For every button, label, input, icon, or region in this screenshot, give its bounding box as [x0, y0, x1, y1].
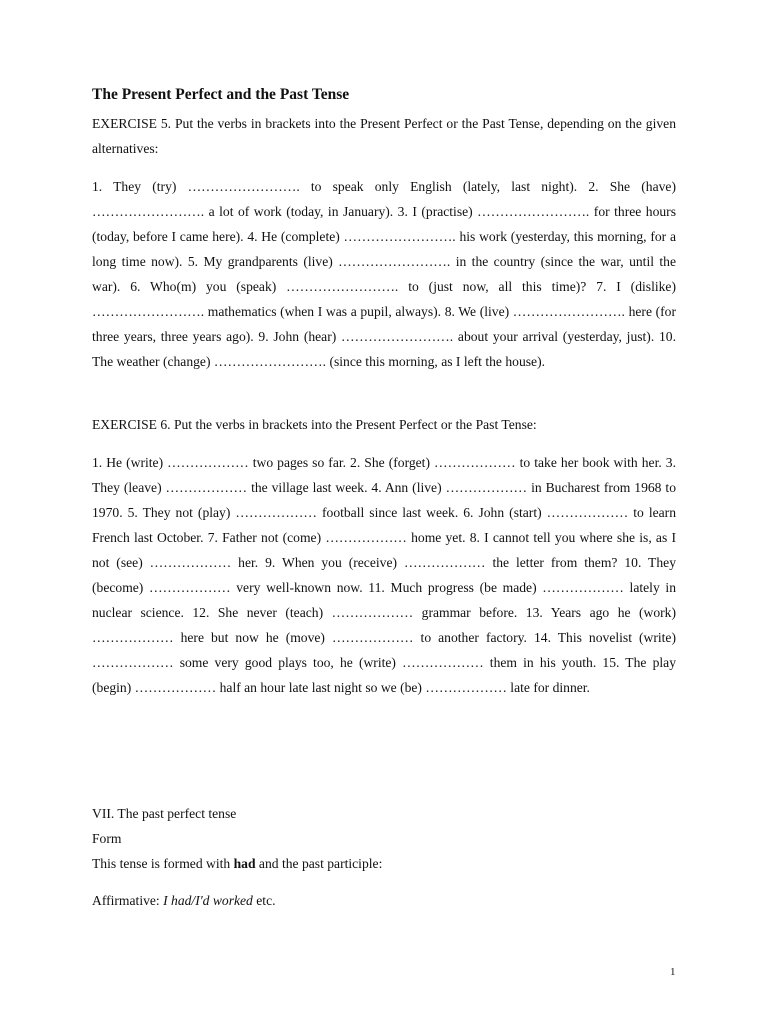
affirmative-suffix: etc.	[252, 893, 276, 908]
affirmative-label: Affirmative:	[92, 893, 164, 908]
section-heading: VII. The past perfect tense	[92, 806, 237, 821]
document-title: The Present Perfect and the Past Tense	[92, 86, 350, 103]
affirmative-example	[92, 888, 276, 913]
exercise-6-body: 1. He (write) ……………… two pages so far. 2. She (forget) ……………… to take her book with her. 3. They (leave) ……………… the village last week. 4. Ann (live) ……………… in Bucharest from 1968 to 1970. 5. They not (play) ……………… football since last week. 6. John (start) ……………… to learn French last October. 7. Father not (come) ……………… home yet. 8. I cannot tell you where she is, as I not (see) ……………… her. 9. When you (receive) ……………… the letter from them? 10. They (become) ……………… very well-known now. 11. Much progress (be made) ……………… lately in nuclear science. 12. She never (teach) ……………… grammar before. 13. Years ago he (work) ……………… here but now he (move) ……………… to another factory. 14. This novelist (write) ……………… some very good plays too, he (write) ……………… them in his youth. 15. The play (begin) ……………… half an hour late last night so we (be) ……………… late for dinner.	[92, 455, 676, 695]
form-description	[92, 851, 382, 876]
form-desc-bold: had	[233, 856, 256, 871]
form-desc-prefix: This tense is formed with	[92, 856, 234, 871]
affirmative-example-text: I had/I'd worked	[163, 893, 253, 908]
exercise-5-label: EXERCISE 5	[92, 116, 168, 131]
exercise-5-instruction-text: . Put the verbs in brackets into the Present Perfect or the Past Tense, depending on the given alternatives:	[92, 116, 676, 156]
exercise-5-instruction	[92, 111, 676, 161]
form-label: Form	[92, 831, 122, 846]
exercise-5-body: 1. They (try) ……………………. to speak only English (lately, last night). 2. She (have) ……………………. a lot of work (today, in January). 3. I (practise) ……………………. for three hours (today, before I came here). 4. He (complete) ……………………. his work (yesterday, this morning, for a long time now). 5. My grandparents (live) ……………………. in the country (since the war, until the war). 6. Who(m) you (speak) ……………………. to (just now, all this time)? 7. I (dislike) ……………………. mathematics (when I was a pupil, always). 8. We (live) ……………………. here (for three years, three years ago). 9. John (hear) ……………………. about your arrival (yesterday, just). 10. The weather (change) ……………………. (since this morning, as I left the house).	[92, 179, 676, 369]
exercise-6-instruction	[92, 412, 676, 437]
exercise-6-label: EXERCISE 6	[92, 417, 168, 432]
exercise-6-instruction-text: . Put the verbs in brackets into the Present Perfect or the Past Tense:	[167, 417, 537, 432]
page-number: 1	[670, 966, 676, 978]
form-desc-suffix: and the past participle:	[255, 856, 383, 871]
